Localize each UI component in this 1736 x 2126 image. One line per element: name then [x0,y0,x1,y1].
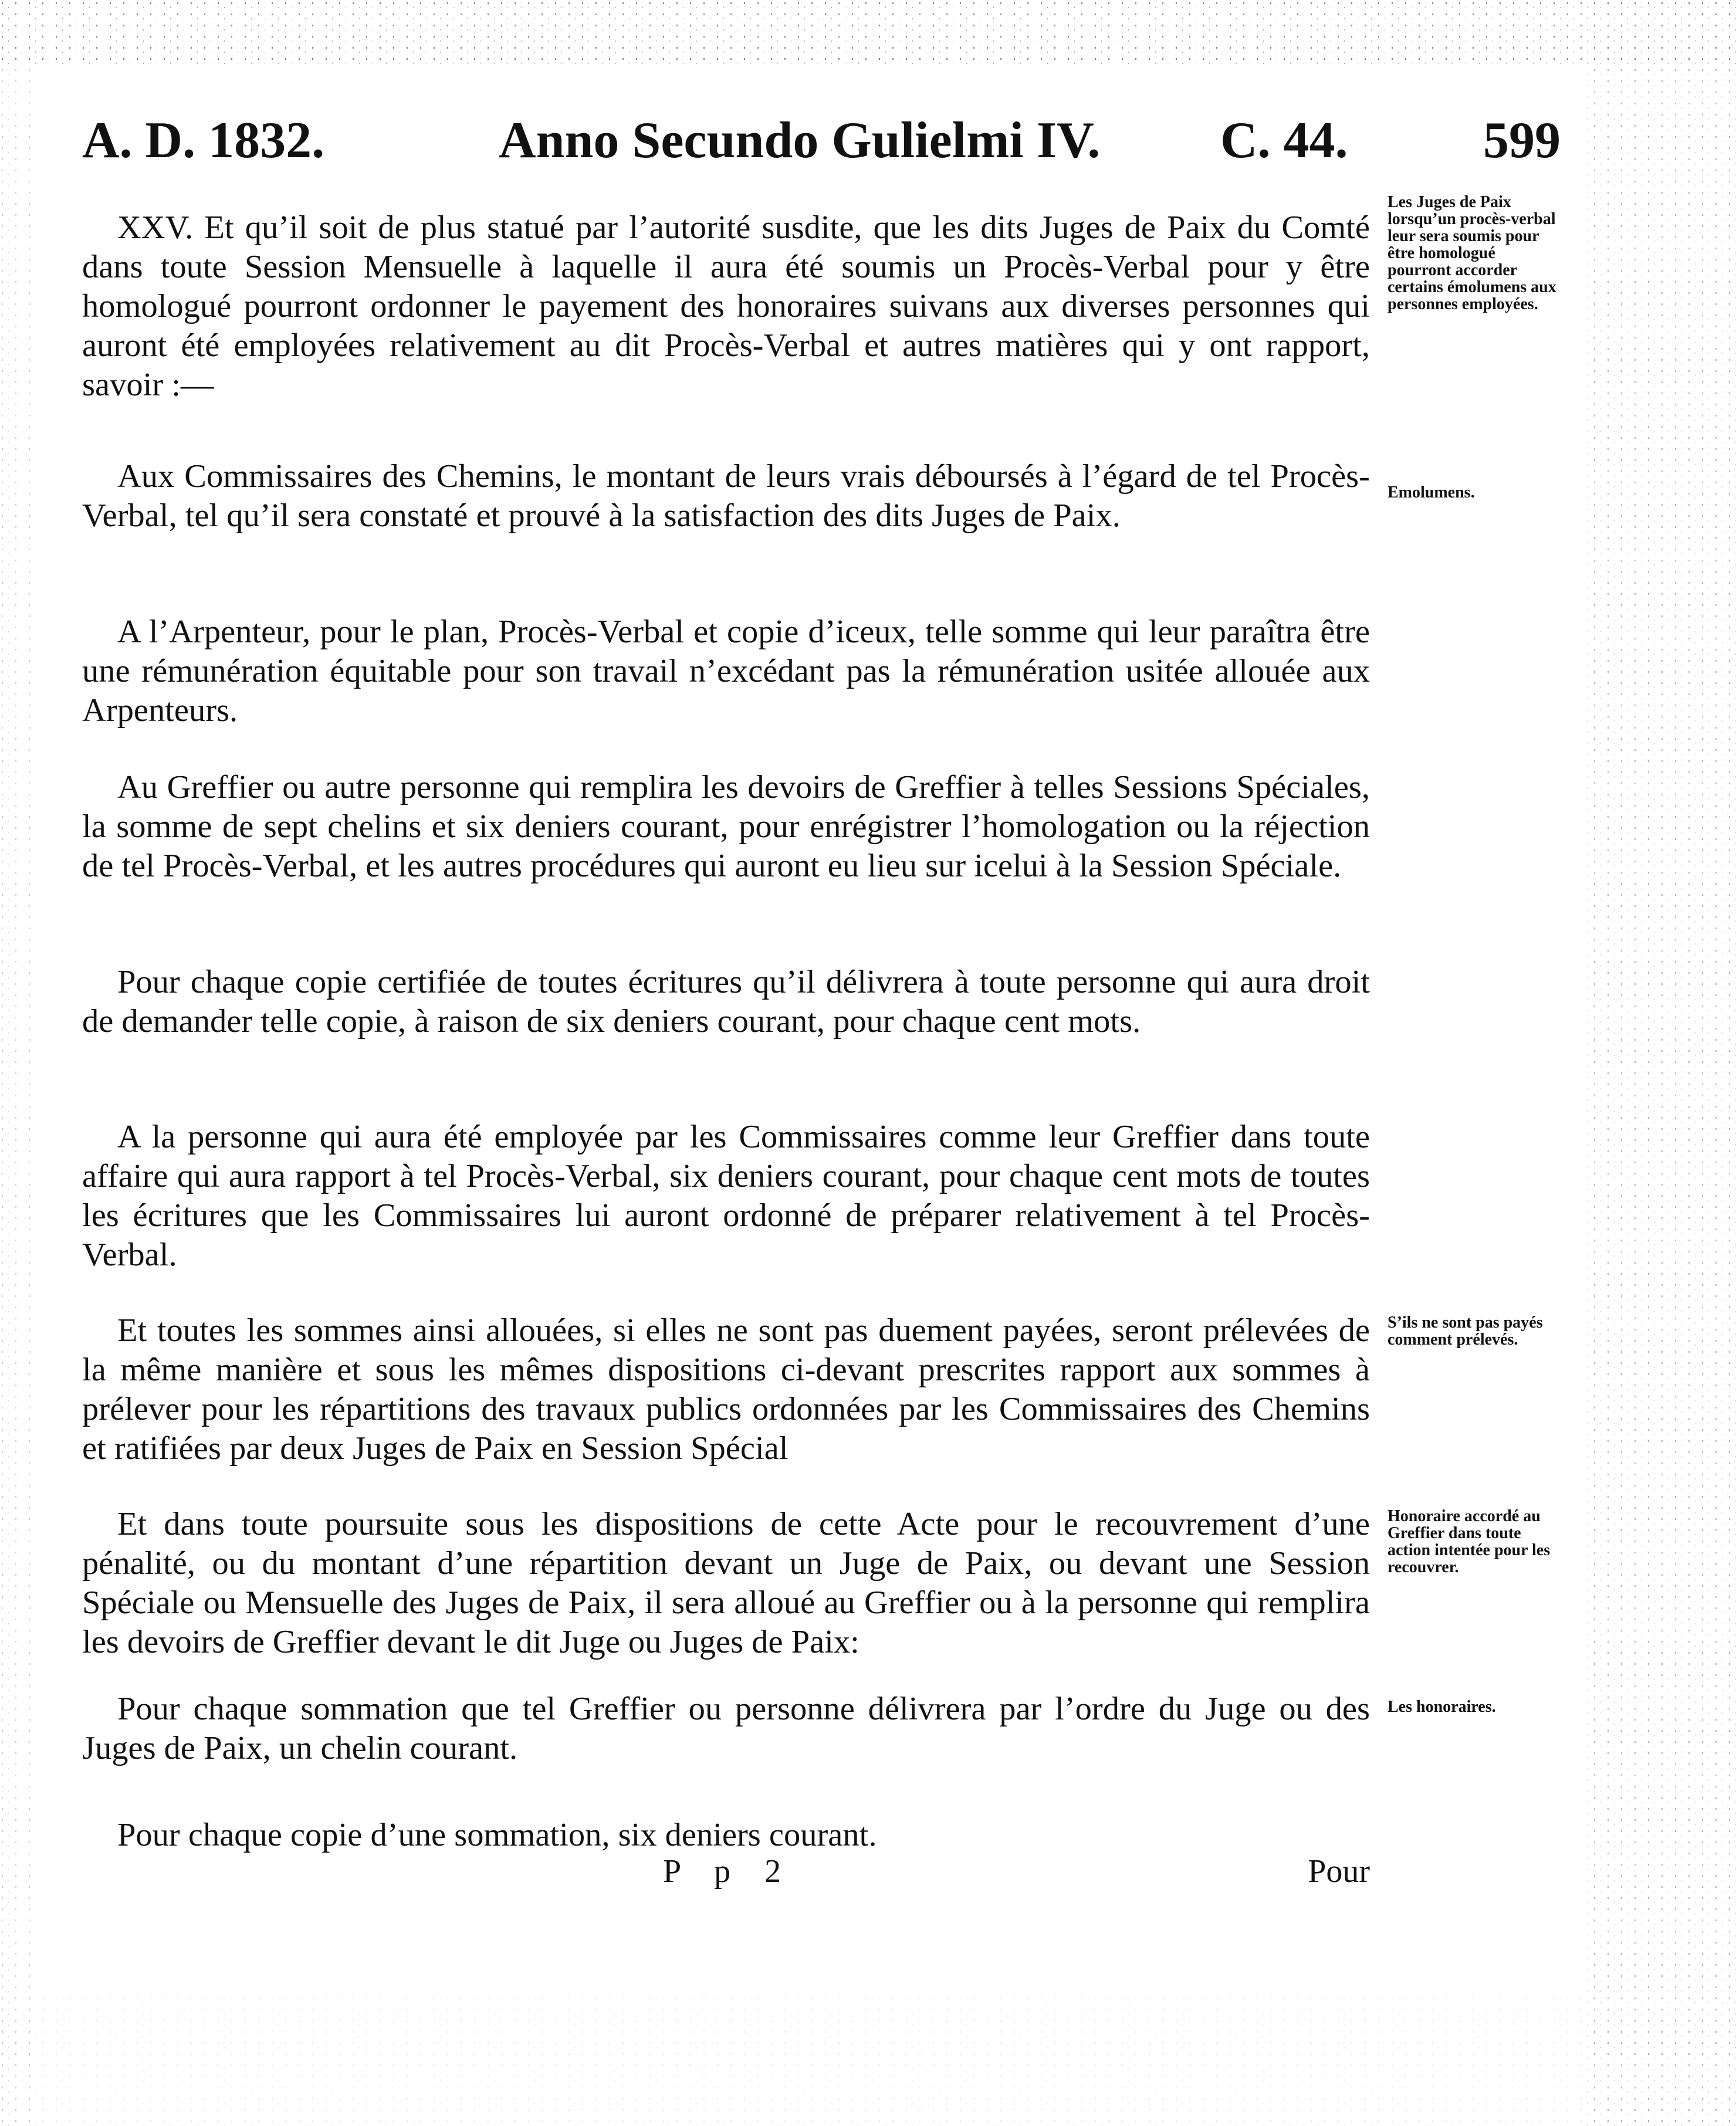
paragraph-copie-sommation: Pour chaque copie d’une sommation, six deniers courant. [117,1817,877,1853]
margin-note-honoraire-greffier: Honoraire accordé au Greffier dans toute action intentée pour les recouvrer. [1388,1507,1551,1576]
paragraph-personne-employee: A la personne qui aura été employée par les Commissaires comme leur Greffier dans toute affaire qui aura rapport à tel Procès-Verbal, six deniers courant, pour chaque cent mots de toutes les écritures que les Commissaires lui auront ordonné de préparer relativement à tel Procès-Verbal. [82,1119,1370,1273]
paragraph-commissaires: Aux Commissaires des Chemins, le montant de leurs vrais déboursés à l’égard de tel Procès-Verbal, tel qu’il sera constaté et prouvé à la satisfaction des dits Juges de Paix. [82,458,1370,534]
margin-note-emolumens: Emolumens. [1388,483,1475,502]
paragraph-poursuite: Et dans toute poursuite sous les dispositions de cette Acte pour le recouvrement d’une pénalité, ou du montant d’une répartition devant un Juge de Paix, ou devant une Session Spéciale ou Mensuelle des Juges de Paix, il sera alloué au Greffier ou à la personne qui remplira les devoirs de Greffier devant le dit Juge ou Juges de Paix: [82,1506,1370,1660]
page-footer [82,1851,1370,1892]
paragraph-arpenteur: A l’Arpenteur, pour le plan, Procès-Verbal et copie d’iceux, telle somme qui leur paraîtra être une rémunération équitable pour son travail n’excédant pas la rémunération usitée allouée aux Arpenteurs. [82,614,1370,729]
catchword: Pour [1308,1853,1370,1890]
signature-mark: P p 2 [663,1853,794,1890]
margin-note-honoraires: Les honoraires. [1388,1698,1496,1716]
header-chapter: C. 44. [1220,112,1348,169]
page-number: 599 [1483,112,1561,169]
paragraph-copie-certifiee: Pour chaque copie certifiée de toutes écritures qu’il délivrera à toute personne qui aura droit de demander telle copie, à raison de six deniers courant, pour chaque cent mots. [82,964,1370,1040]
margin-note-juges: Les Juges de Paix lorsqu’un procès-verbal leur sera soumis pour être homologué pourront accorder certains émolumens aux personnes employées. [1388,193,1556,313]
paragraph-sommes-allouees: Et toutes les sommes ainsi allouées, si elles ne sont pas duement payées, seront prélevées de la même manière et sous les mêmes dispositions ci-devant prescrites rapport aux sommes à prélever pour les répartitions des travaux publics ordonnées par les Commissaires des Chemins et ratifiées par deux Juges de Paix en Session Spécial [82,1312,1370,1467]
header-year: A. D. 1832. [82,112,325,169]
header-title: Anno Secundo Gulielmi IV. [499,112,1101,169]
paragraph-section-xxv: XXV. Et qu’il soit de plus statué par l’autorité susdite, que les dits Juges de Paix du Comté dans toute Session Mensuelle à laquelle il aura été soumis un Procès-Verbal pour y être homologué pourront ordonner le payement des honoraires suivans aux diverses personnes qui auront été employées relativement au dit Procès-Verbal et autres matières qui y ont rapport, savoir :— [82,209,1370,403]
paragraph-greffier: Au Greffier ou autre personne qui remplira les devoirs de Greffier à telles Sessions Spéciales, la somme de sept chelins et six deniers courant, pour enrégistrer l’homologation ou la réjection de tel Procès-Verbal, et les autres procédures qui auront eu lieu sur icelui à la Session Spéciale. [82,769,1370,884]
paragraph-sommation: Pour chaque sommation que tel Greffier ou personne délivrera par l’ordre du Juge ou des Juges de Paix, un chelin courant. [82,1691,1370,1766]
running-header [82,106,1561,176]
margin-note-preleves: S’ils ne sont pas payés comment prélevés. [1388,1313,1543,1349]
